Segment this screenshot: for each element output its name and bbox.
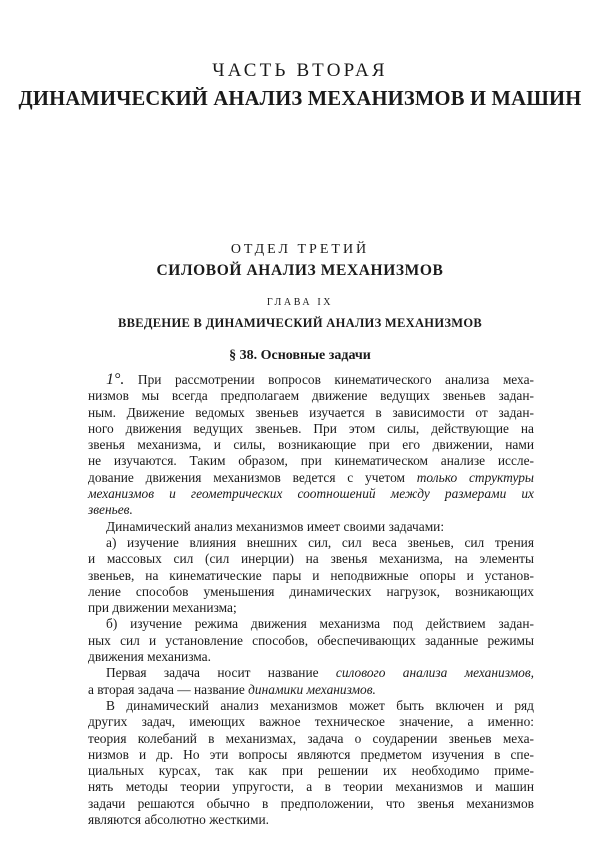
section-label: ОТДЕЛ ТРЕТИЙ — [230, 242, 370, 257]
text-line: задачи решаются обычно в предположении, что звенья механизмов — [88, 795, 534, 811]
paragraph-title: § 38. Основные задачи — [229, 348, 371, 363]
text-line: низмов и др. Но эти вопросы являются предметом изучения в спе- — [88, 746, 534, 762]
italic-text: только структуры — [416, 469, 534, 485]
text-line: механизмов и геометрических соотношений между размерами их — [88, 486, 534, 502]
chapter-title: ВВЕДЕНИЕ В ДИНАМИЧЕСКИЙ АНАЛИЗ МЕХАНИЗМОВ — [117, 316, 482, 330]
italic-text: динамики механизмов. — [248, 681, 376, 697]
text-line: звеньев. — [88, 502, 133, 518]
text-line: и массовых сил (сил инерции) на звенья механизма, на элементы — [88, 551, 534, 567]
text-line: 1°. При рассмотрении вопросов кинематического анализа меха- — [106, 371, 534, 388]
part-title: ДИНАМИЧЕСКИЙ АНАЛИЗ МЕХАНИЗМОВ И МАШИН — [18, 86, 582, 110]
text-line: нять методы теории упругости, а в теории механизмов и машин — [88, 779, 534, 795]
text-line: ных сил и установление способов, обеспечивающих заданные режимы — [88, 632, 534, 648]
text-line: теория колебаний в механизмах, задача о соударении звеньев меха- — [88, 730, 534, 746]
chapter-label: ГЛАВА IX — [266, 297, 334, 308]
text-line: не изучаются. Таким образом, при кинематическом анализе иссле- — [88, 453, 534, 469]
text-line: ным. Движение ведомых звеньев изучается в зависимости от задан- — [88, 404, 534, 420]
text-line: ление способов уменьшения динамических нагрузок, возникающих — [88, 583, 534, 599]
text-line: низмов мы всегда предполагаем движение ведущих звеньев задан- — [88, 388, 534, 404]
text-line: звенья механизма, и силы, возникающие при его движении, нами — [88, 437, 534, 453]
text-line: а) изучение влияния внешних сил, сил веса звеньев, сил трения — [106, 534, 534, 550]
section-title: СИЛОВОЙ АНАЛИЗ МЕХАНИЗМОВ — [156, 262, 444, 279]
italic-text: силового анализа механизмов, — [335, 665, 534, 681]
text-line: В динамический анализ механизмов может быть включен и ряд — [106, 697, 534, 713]
part-label: ЧАСТЬ ВТОРАЯ — [212, 60, 388, 81]
text-line: при движении механизма; — [88, 600, 237, 616]
text-line: движения механизма. — [88, 649, 211, 665]
text-line: Первая задача носит название силового анализа механизмов, — [106, 665, 534, 681]
text-line: дование движения механизмов ведется с учетом только структуры — [88, 469, 534, 485]
body-text — [88, 372, 534, 828]
text-line: б) изучение режима движения механизма под действием задан- — [106, 616, 534, 632]
text-line: других задач, имеющих важное техническое значение, а именно: — [88, 714, 534, 730]
text-line: Динамический анализ механизмов имеет своими задачами: — [106, 518, 445, 534]
text-line: а вторая задача — название динамики механизмов. — [88, 681, 376, 697]
item-number: 1°. — [106, 371, 125, 388]
text-line: звеньев, на кинематические пары и неподвижные опоры и установ- — [88, 567, 534, 583]
text-line: циальных курсах, так как при решении их необходимо приме- — [88, 763, 534, 779]
text-line: являются абсолютно жесткими. — [88, 812, 270, 828]
text-line: ного движения ведущих звеньев. При этом силы, действующие на — [88, 420, 534, 436]
